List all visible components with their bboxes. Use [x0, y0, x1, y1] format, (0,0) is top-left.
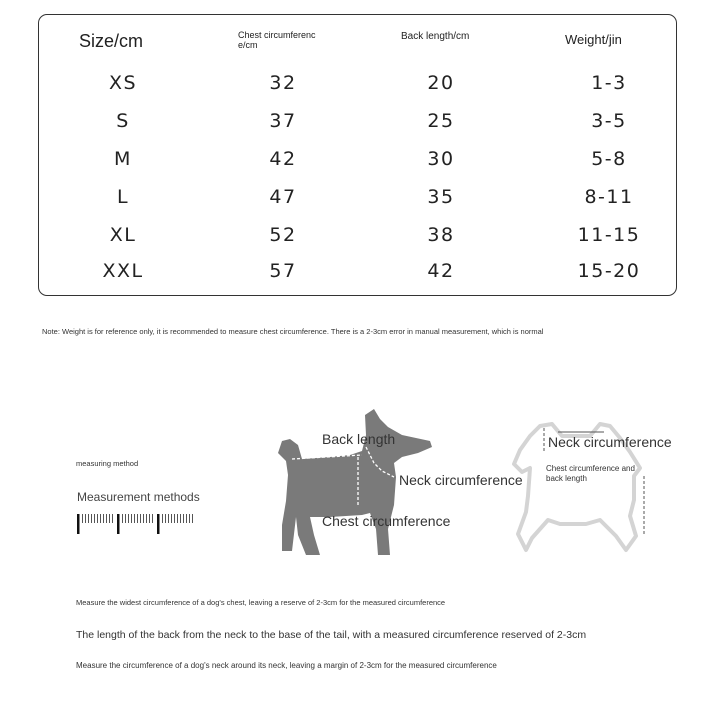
header-back: Back length/cm — [401, 31, 470, 42]
cell-back: 35 — [427, 186, 455, 208]
cell-size: L — [116, 186, 130, 208]
table-row — [39, 72, 676, 102]
cell-size: M — [114, 148, 132, 170]
header-size: Size/cm — [79, 31, 144, 51]
table-row — [39, 260, 676, 290]
cell-back: 42 — [427, 260, 455, 282]
cell-back: 38 — [427, 224, 455, 246]
neck-measure-description: Measure the circumference of a dog's neck around its neck, leaving a margin of 2-3cm for the measured circumference — [76, 661, 497, 670]
cell-weight: 8-11 — [584, 186, 634, 208]
cell-chest: 32 — [269, 72, 297, 94]
ruler-icon — [76, 512, 202, 538]
measuring-method-label: measuring method — [76, 459, 139, 468]
cell-chest: 52 — [269, 224, 297, 246]
cell-chest: 47 — [269, 186, 297, 208]
header-chest: Chest circumference/cm — [238, 30, 316, 50]
shirt-chest-back-label: Chest circumference and back length — [546, 464, 635, 483]
table-row — [39, 186, 676, 216]
cell-size: XL — [109, 224, 137, 246]
cell-weight: 1-3 — [591, 72, 627, 94]
dog-back-length-label: Back length — [322, 431, 396, 447]
cell-chest: 37 — [269, 110, 297, 132]
cell-size: XS — [108, 72, 138, 94]
back-measure-description: The length of the back from the neck to the base of the tail, with a measured circumference reserved of 2-3cm — [76, 629, 587, 641]
measurement-note: Note: Weight is for reference only, it is recommended to measure chest circumference. There is a 2-3cm error in manual measurement, which is normal — [42, 327, 544, 336]
size-chart-card — [38, 14, 677, 296]
table-row — [39, 110, 676, 140]
dog-neck-circumference-label: Neck circumference — [399, 472, 523, 488]
cell-size: S — [116, 110, 130, 132]
cell-size: XXL — [102, 260, 144, 282]
chest-measure-description: Measure the widest circumference of a dog's chest, leaving a reserve of 2-3cm for the measured circumference — [76, 598, 446, 607]
header-weight: Weight/jin — [565, 32, 622, 47]
cell-chest: 57 — [269, 260, 297, 282]
cell-back: 25 — [427, 110, 455, 132]
table-row — [39, 148, 676, 178]
cell-weight: 11-15 — [577, 224, 641, 246]
cell-weight: 5-8 — [591, 148, 627, 170]
cell-weight: 3-5 — [591, 110, 627, 132]
cell-back: 20 — [427, 72, 455, 94]
cell-back: 30 — [427, 148, 455, 170]
table-row — [39, 224, 676, 254]
cell-chest: 42 — [269, 148, 297, 170]
shirt-neck-circumference-label: Neck circumference — [548, 434, 672, 450]
measurement-methods-label: Measurement methods — [77, 490, 200, 504]
dog-chest-circumference-label: Chest circumference — [322, 513, 451, 529]
cell-weight: 15-20 — [577, 260, 641, 282]
